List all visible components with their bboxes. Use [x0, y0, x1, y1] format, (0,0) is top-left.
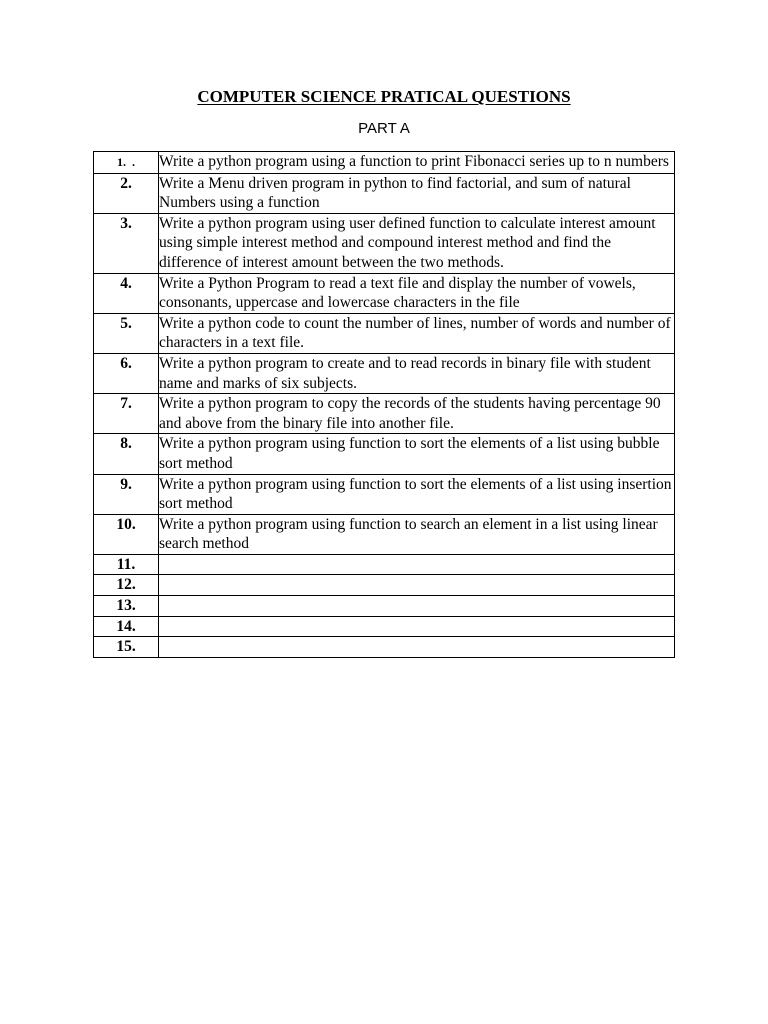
question-text: Write a Python Program to read a text file and display the number of vowels, consonants, uppercase and lowercase characters in the file: [159, 273, 675, 313]
table-row: [94, 596, 675, 617]
question-number: 5.: [94, 313, 159, 353]
question-number: 15.: [94, 637, 159, 658]
table-row: [94, 313, 675, 353]
question-text: Write a python code to count the number of lines, number of words and number of characters in a text file.: [159, 313, 675, 353]
table-row: [94, 474, 675, 514]
question-text: Write a python program using function to sort the elements of a list using bubble sort method: [159, 434, 675, 474]
list-marker: .: [132, 155, 135, 169]
table-row: [94, 554, 675, 575]
question-text: Write a Menu driven program in python to find factorial, and sum of natural Numbers using a function: [159, 173, 675, 213]
section-heading: PART A: [358, 120, 410, 137]
question-number-label: 1.: [117, 155, 126, 169]
question-text: Write a python program to create and to read records in binary file with student name and marks of six subjects.: [159, 353, 675, 393]
question-text: [159, 637, 675, 658]
question-text: [159, 596, 675, 617]
question-text: Write a python program using function to search an element in a list using linear search method: [159, 514, 675, 554]
table-row: [94, 173, 675, 213]
table-row: [94, 273, 675, 313]
question-text: [159, 575, 675, 596]
table-row: [94, 616, 675, 637]
question-number: 14.: [94, 616, 159, 637]
question-number: 3.: [94, 213, 159, 273]
question-text: [159, 616, 675, 637]
question-text: Write a python program using user defined function to calculate interest amount using simple interest method and compound interest method and find the difference of interest amount between the two methods.: [159, 213, 675, 273]
table-row: [94, 434, 675, 474]
table-row: [94, 394, 675, 434]
question-number: 9.: [94, 474, 159, 514]
question-number: 4.: [94, 273, 159, 313]
question-number: 7.: [94, 394, 159, 434]
question-number: 6.: [94, 353, 159, 393]
question-number: 10.: [94, 514, 159, 554]
document-title: COMPUTER SCIENCE PRATICAL QUESTIONS: [197, 87, 571, 106]
table-row: [94, 152, 675, 174]
question-number: 12.: [94, 575, 159, 596]
question-text: Write a python program using a function to print Fibonacci series up to n numbers: [159, 152, 675, 174]
table-row: [94, 514, 675, 554]
question-text: Write a python program using function to sort the elements of a list using insertion sort method: [159, 474, 675, 514]
question-text: Write a python program to copy the records of the students having percentage 90 and above from the binary file into another file.: [159, 394, 675, 434]
table-row: [94, 213, 675, 273]
table-row: [94, 637, 675, 658]
question-number: 2.: [94, 173, 159, 213]
questions-table: [93, 151, 675, 658]
question-number: 11.: [94, 554, 159, 575]
question-number: 8.: [94, 434, 159, 474]
table-row: [94, 353, 675, 393]
question-number: 13.: [94, 596, 159, 617]
question-text: [159, 554, 675, 575]
question-number: [94, 152, 159, 174]
table-row: [94, 575, 675, 596]
